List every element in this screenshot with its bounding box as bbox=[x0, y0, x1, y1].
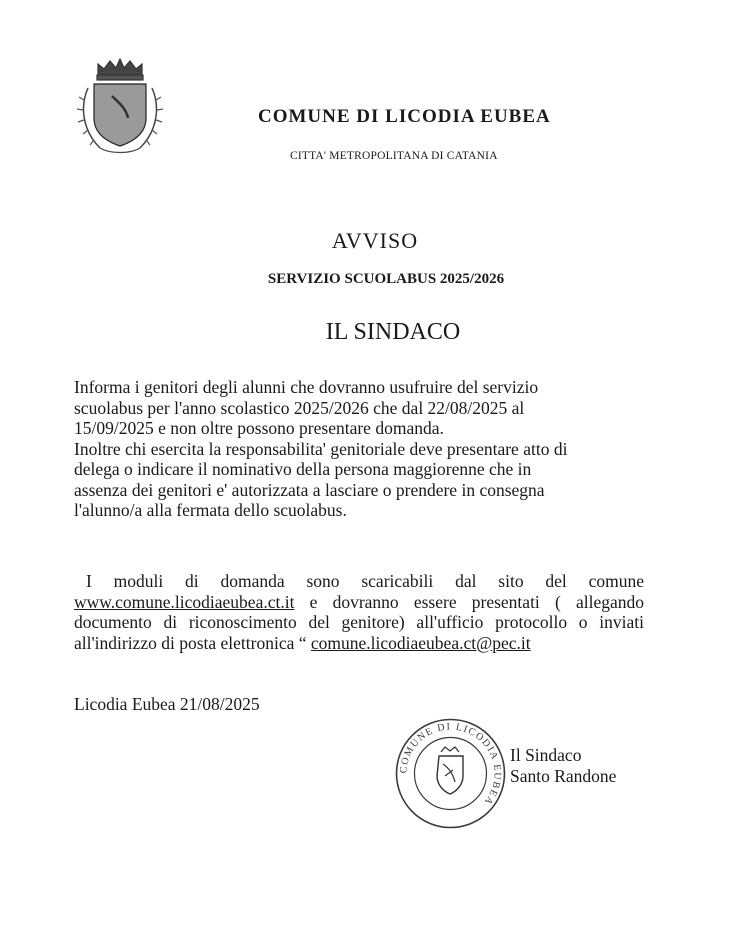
notice-paragraph-2 bbox=[74, 571, 644, 653]
coat-of-arms-icon bbox=[74, 56, 166, 160]
signature-role: Il Sindaco bbox=[510, 745, 582, 765]
notice-paragraph-1 bbox=[74, 377, 644, 521]
pec-email-link[interactable]: comune.licodiaeubea.ct@pec.it bbox=[310, 632, 531, 653]
paragraph-line: l'alunno/a alla fermata dello scuolabus. bbox=[74, 500, 347, 520]
notice-issuer: IL SINDACO bbox=[325, 319, 461, 345]
paragraph-line: delega o indicare il nominativo della persona maggiorenne che in bbox=[74, 459, 532, 479]
notice-subject: SERVIZIO SCUOLABUS 2025/2026 bbox=[267, 271, 505, 287]
notice-title: AVVISO bbox=[331, 228, 419, 253]
stamp-text: COMUNE DI LICODIA EUBEA bbox=[398, 721, 503, 808]
signature-name: Santo Randone bbox=[510, 766, 617, 786]
official-stamp-icon bbox=[393, 716, 508, 831]
paragraph-line: 15/09/2025 e non oltre possono presentare domanda. bbox=[74, 418, 444, 438]
paragraph-line: Inoltre chi esercita la responsabilita' genitoriale deve presentare atto di bbox=[74, 438, 568, 459]
place-date: Licodia Eubea 21/08/2025 bbox=[74, 694, 260, 714]
municipality-name: COMUNE DI LICODIA EUBEA bbox=[258, 106, 551, 127]
metro-area-name: CITTA' METROPOLITANA DI CATANIA bbox=[290, 150, 498, 162]
paragraph-line: assenza dei genitori e' autorizzata a lasciare o prendere in consegna bbox=[74, 479, 545, 500]
signature-block bbox=[510, 745, 616, 787]
paragraph-line: scuolabus per l'anno scolastico 2025/2026 che dal 22/08/2025 al bbox=[74, 397, 525, 418]
submission-text: e dovranno essere presentati ( allegando documento di riconoscimento del genitore) all'ufficio protocollo o inviati all'indirizzo di posta elettronica “ bbox=[74, 591, 644, 653]
paragraph-line: Informa i genitori degli alunni che dovranno usufruire del servizio bbox=[74, 377, 539, 397]
modules-text: I moduli di domanda sono scaricabili dal sito del comune bbox=[86, 571, 644, 591]
website-link[interactable]: www.comune.licodiaeubea.ct.it bbox=[74, 591, 295, 612]
